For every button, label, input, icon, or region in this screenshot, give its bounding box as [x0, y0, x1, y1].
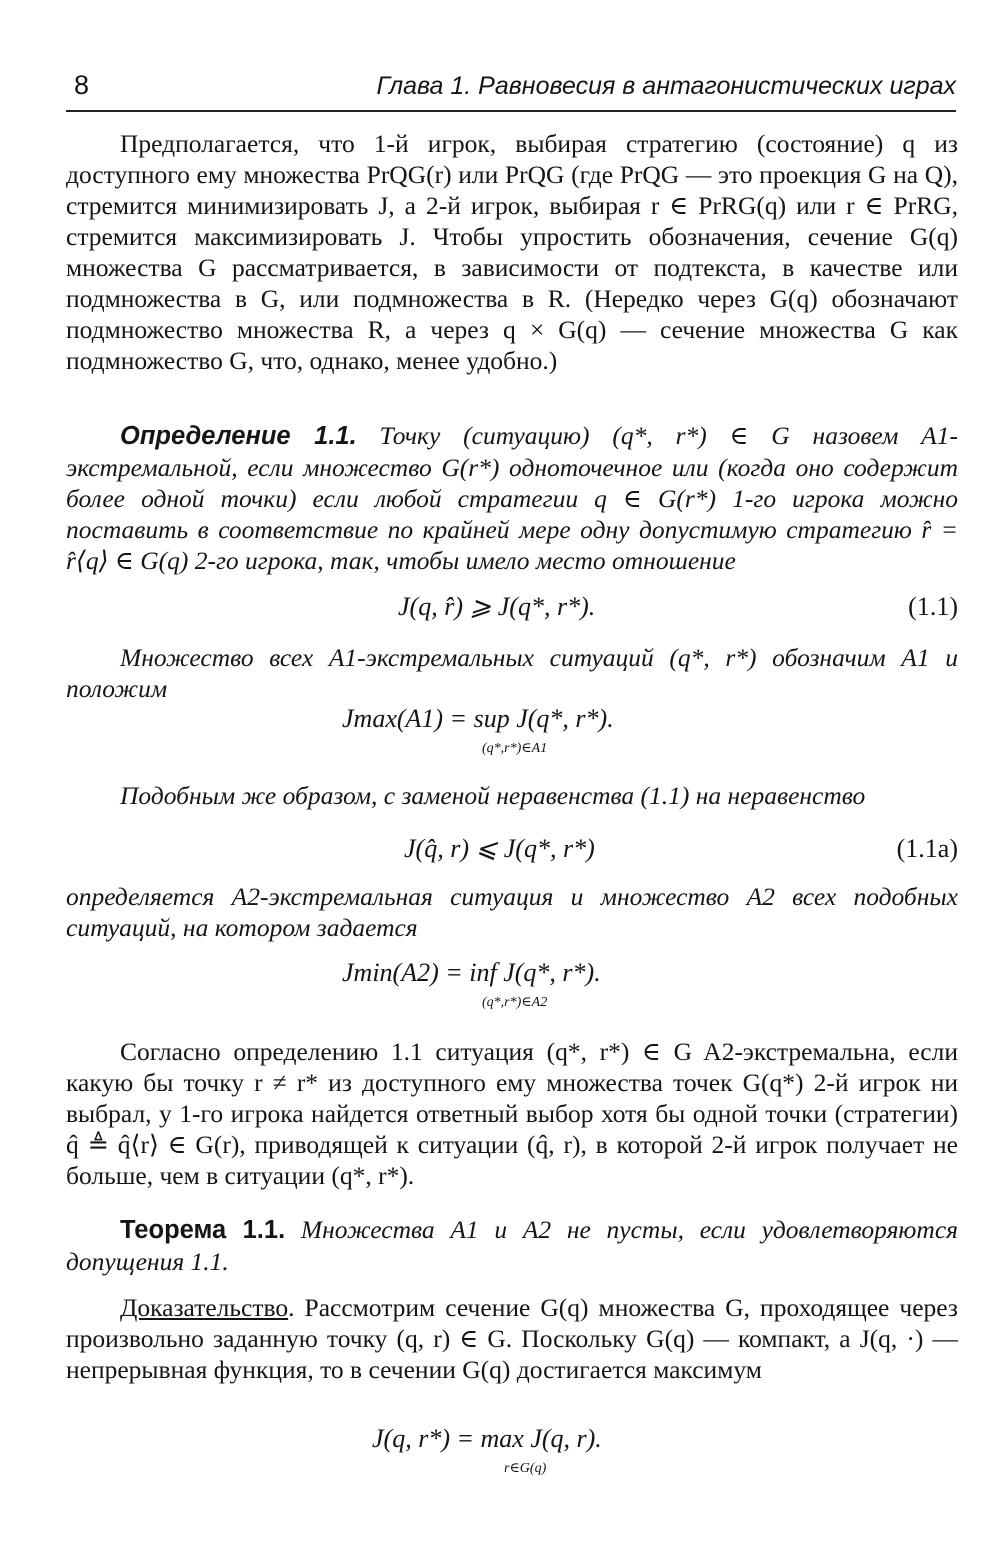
intro-paragraph: [66, 128, 958, 376]
proof-block: [66, 1292, 958, 1385]
theorem-paragraph: [66, 1214, 958, 1277]
theorem-block: [66, 1214, 958, 1277]
page-number: 8: [74, 70, 90, 100]
equation-jmin: Jmin(A2) = inf J(q*, r*).: [342, 958, 601, 987]
similarly-block: [66, 780, 958, 811]
set-a1-paragraph: Множество всех A1-экстремальных ситуаций (q*, r*) обозначим A1 и положим: [66, 643, 958, 703]
set-a1-block: [66, 642, 958, 704]
a2-block: [66, 881, 958, 943]
proof-text: . Рассмотрим сечение G(q) множества G, проходящее через произвольно заданную точку (q, r) ∈ G. Поскольку G(q) — компакт, а J(q, ·) — непрерывная функция, то в сечении G(q) достигается максимум: [66, 1293, 958, 1384]
definition-label: Определение 1.1.: [120, 422, 357, 450]
equation-1-1a-number: (1.1a): [896, 834, 958, 863]
proof-label: Доказательство: [120, 1293, 289, 1322]
definition-text: Точку (ситуацию) (q*, r*) ∈ G назовем A1-экстремальной, если множество G(r*) одноточечное или (когда оно содержит более одной точки) если любой стратегии q ∈ G(r*) 1-го игрока можно поставить в соответствие по крайней мере одну допустимую стратегию r̂ = r̂⟨q⟩ ∈ G(q) 2-го игрока, так, чтобы имело место отношение: [66, 421, 958, 575]
a2-paragraph: определяется A2-экстремальная ситуация и множество A2 всех подобных ситуаций, на котором задается: [66, 882, 958, 942]
definition-paragraph: [66, 420, 958, 576]
according-block: [66, 1036, 958, 1191]
equation-1-1-number: (1.1): [908, 592, 958, 621]
definition-block: [66, 420, 958, 576]
similarly-paragraph: Подобным же образом, с заменой неравенства (1.1) на неравенство: [120, 781, 866, 810]
according-paragraph: Согласно определению 1.1 ситуация (q*, r*) ∈ G A2-экстремальна, если какую бы точку r ≠ r* из доступного ему множества точек G(q*) 2-й игрок ни выбрал, у 1-го игрока найдется ответный выбор хотя бы одной точки (стратегии) q̂ ≜ q̂⟨r⟩ ∈ G(r), приводящей к ситуации (q̂, r), в которой 2-й игрок получает не больше, чем в ситуации (q*, r*).: [66, 1037, 958, 1190]
equation-jmax-limit: (q*,r*)∈A1: [482, 741, 548, 756]
proof-paragraph: [66, 1292, 958, 1385]
equation-jmax: Jmax(A1) = sup J(q*, r*).: [342, 704, 614, 733]
equation-max-limit: r∈G(q): [504, 1461, 547, 1476]
equation-max: J(q, r*) = max J(q, r).: [372, 1424, 602, 1453]
intro-text: Предполагается, что 1-й игрок, выбирая стратегию (состояние) q из доступного ему множества PrQG(r) или PrQG (где PrQG — это проекция G на Q), стремится минимизировать J, а 2-й игрок, выбирая r ∈ PrRG(q) или r ∈ PrRG, стремится максимизировать J. Чтобы упростить обозначения, сечение G(q) множества G рассматривается, в зависимости от подтекста, в качестве или подмножества в G, или подмножества в R. (Нередко через G(q) обозначают подмножество множества R, а через q × G(q) — сечение множества G как подмножество G, что, однако, менее удобно.): [66, 129, 958, 375]
page-header: [66, 70, 956, 106]
equation-jmin-limit: (q*,r*)∈A2: [482, 995, 548, 1010]
running-head: Глава 1. Равновесия в антагонистических играх: [376, 72, 956, 100]
header-rule: [66, 110, 956, 112]
theorem-label: Теорема 1.1.: [120, 1216, 286, 1244]
equation-1-1a: J(q̂, r) ⩽ J(q*, r*): [404, 834, 595, 863]
equation-1-1: J(q, r̂) ⩾ J(q*, r*).: [398, 592, 596, 621]
theorem-text: Множества A1 и A2 не пусты, если удовлетворяются допущения 1.1.: [66, 1215, 959, 1276]
